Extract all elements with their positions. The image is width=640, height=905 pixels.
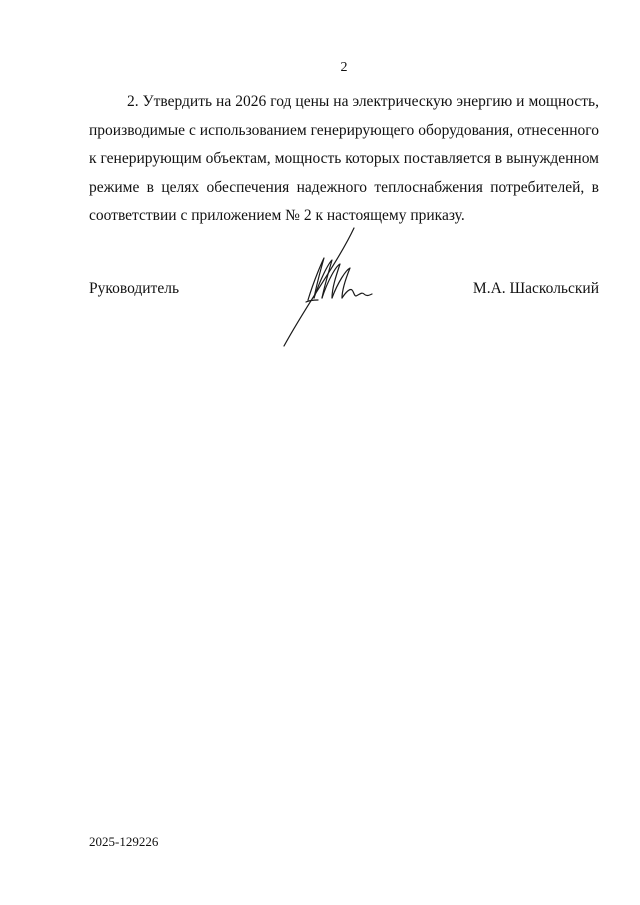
signatory-title: Руководитель	[89, 280, 180, 297]
document-number: 2025-129226	[89, 834, 159, 849]
body-paragraph: 2. Утвердить на 2026 год цены на электрическую энергию и мощность, производимые с использованием генерирующего оборудования, отнесенного к генерирующим объектам, мощность которых поставляется в вынужденном режиме в целях обеспечения надежного теплоснабжения потребителей, в соответствии с приложением № 2 к настоящему приказу.	[89, 93, 599, 224]
signatory-name: М.А. Шаскольский	[472, 280, 599, 297]
page-number: 2	[340, 60, 348, 75]
handwritten-signature	[278, 222, 388, 350]
